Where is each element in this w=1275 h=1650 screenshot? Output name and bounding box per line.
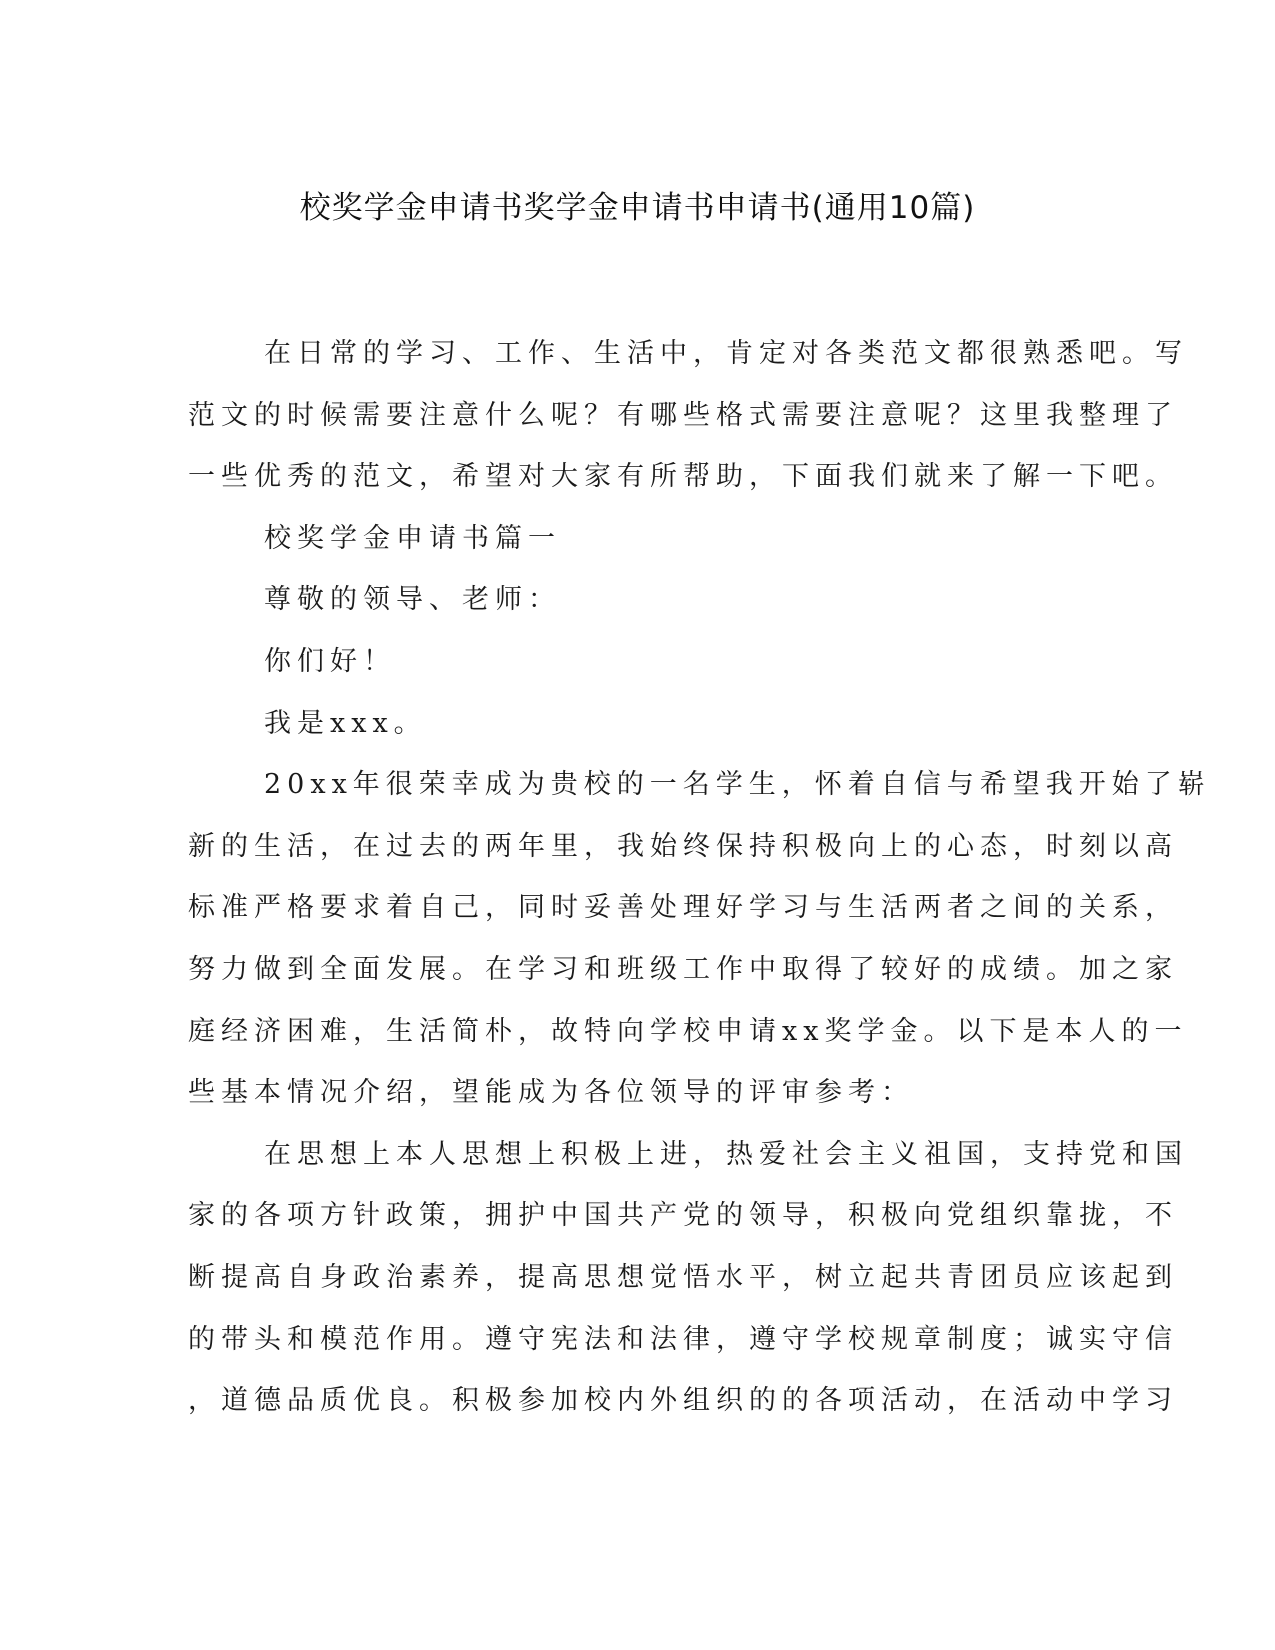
greeting: 你们好！ xyxy=(264,645,396,677)
text-line: 在思想上本人思想上积极上进，热爱社会主义祖国，支持党和国 xyxy=(264,1138,1188,1170)
text-line: 努力做到全面发展。在学习和班级工作中取得了较好的成绩。加之家 xyxy=(188,953,1178,985)
text-line: 一些优秀的范文，希望对大家有所帮助，下面我们就来了解一下吧。 xyxy=(188,461,1178,493)
document-title: 校奖学金申请书奖学金申请书申请书(通用10篇) xyxy=(299,190,976,226)
text-line: ，道德品质优良。积极参加校内外组织的的各项活动，在活动中学习 xyxy=(188,1385,1178,1417)
section-heading: 校奖学金申请书篇一 xyxy=(264,522,561,554)
text-line: 些基本情况介绍，望能成为各位领导的评审参考： xyxy=(188,1077,914,1109)
document-body xyxy=(188,323,1211,1432)
text-line: 20xx年很荣幸成为贵校的一名学生，怀着自信与希望我开始了崭 xyxy=(264,769,1211,801)
text-line: 范文的时候需要注意什么呢？有哪些格式需要注意呢？这里我整理了 xyxy=(188,399,1178,431)
text-line: 断提高自身政治素养，提高思想觉悟水平，树立起共青团员应该起到 xyxy=(188,1261,1178,1293)
text-line: 家的各项方针政策，拥护中国共产党的领导，积极向党组织靠拢，不 xyxy=(188,1200,1178,1232)
text-line: 的带头和模范作用。遵守宪法和法律，遵守学校规章制度；诚实守信 xyxy=(188,1323,1178,1355)
text-line: 在日常的学习、工作、生活中，肯定对各类范文都很熟悉吧。写 xyxy=(264,338,1188,369)
salutation: 尊敬的领导、老师： xyxy=(264,584,561,616)
text-line: 新的生活，在过去的两年里，我始终保持积极向上的心态，时刻以高 xyxy=(188,830,1178,862)
self-introduction: 我是xxx。 xyxy=(264,707,427,739)
text-line: 标准严格要求着自己，同时妥善处理好学习与生活两者之间的关系， xyxy=(188,892,1178,924)
text-line: 庭经济困难，生活简朴，故特向学校申请xx奖学金。以下是本人的一 xyxy=(188,1015,1188,1047)
